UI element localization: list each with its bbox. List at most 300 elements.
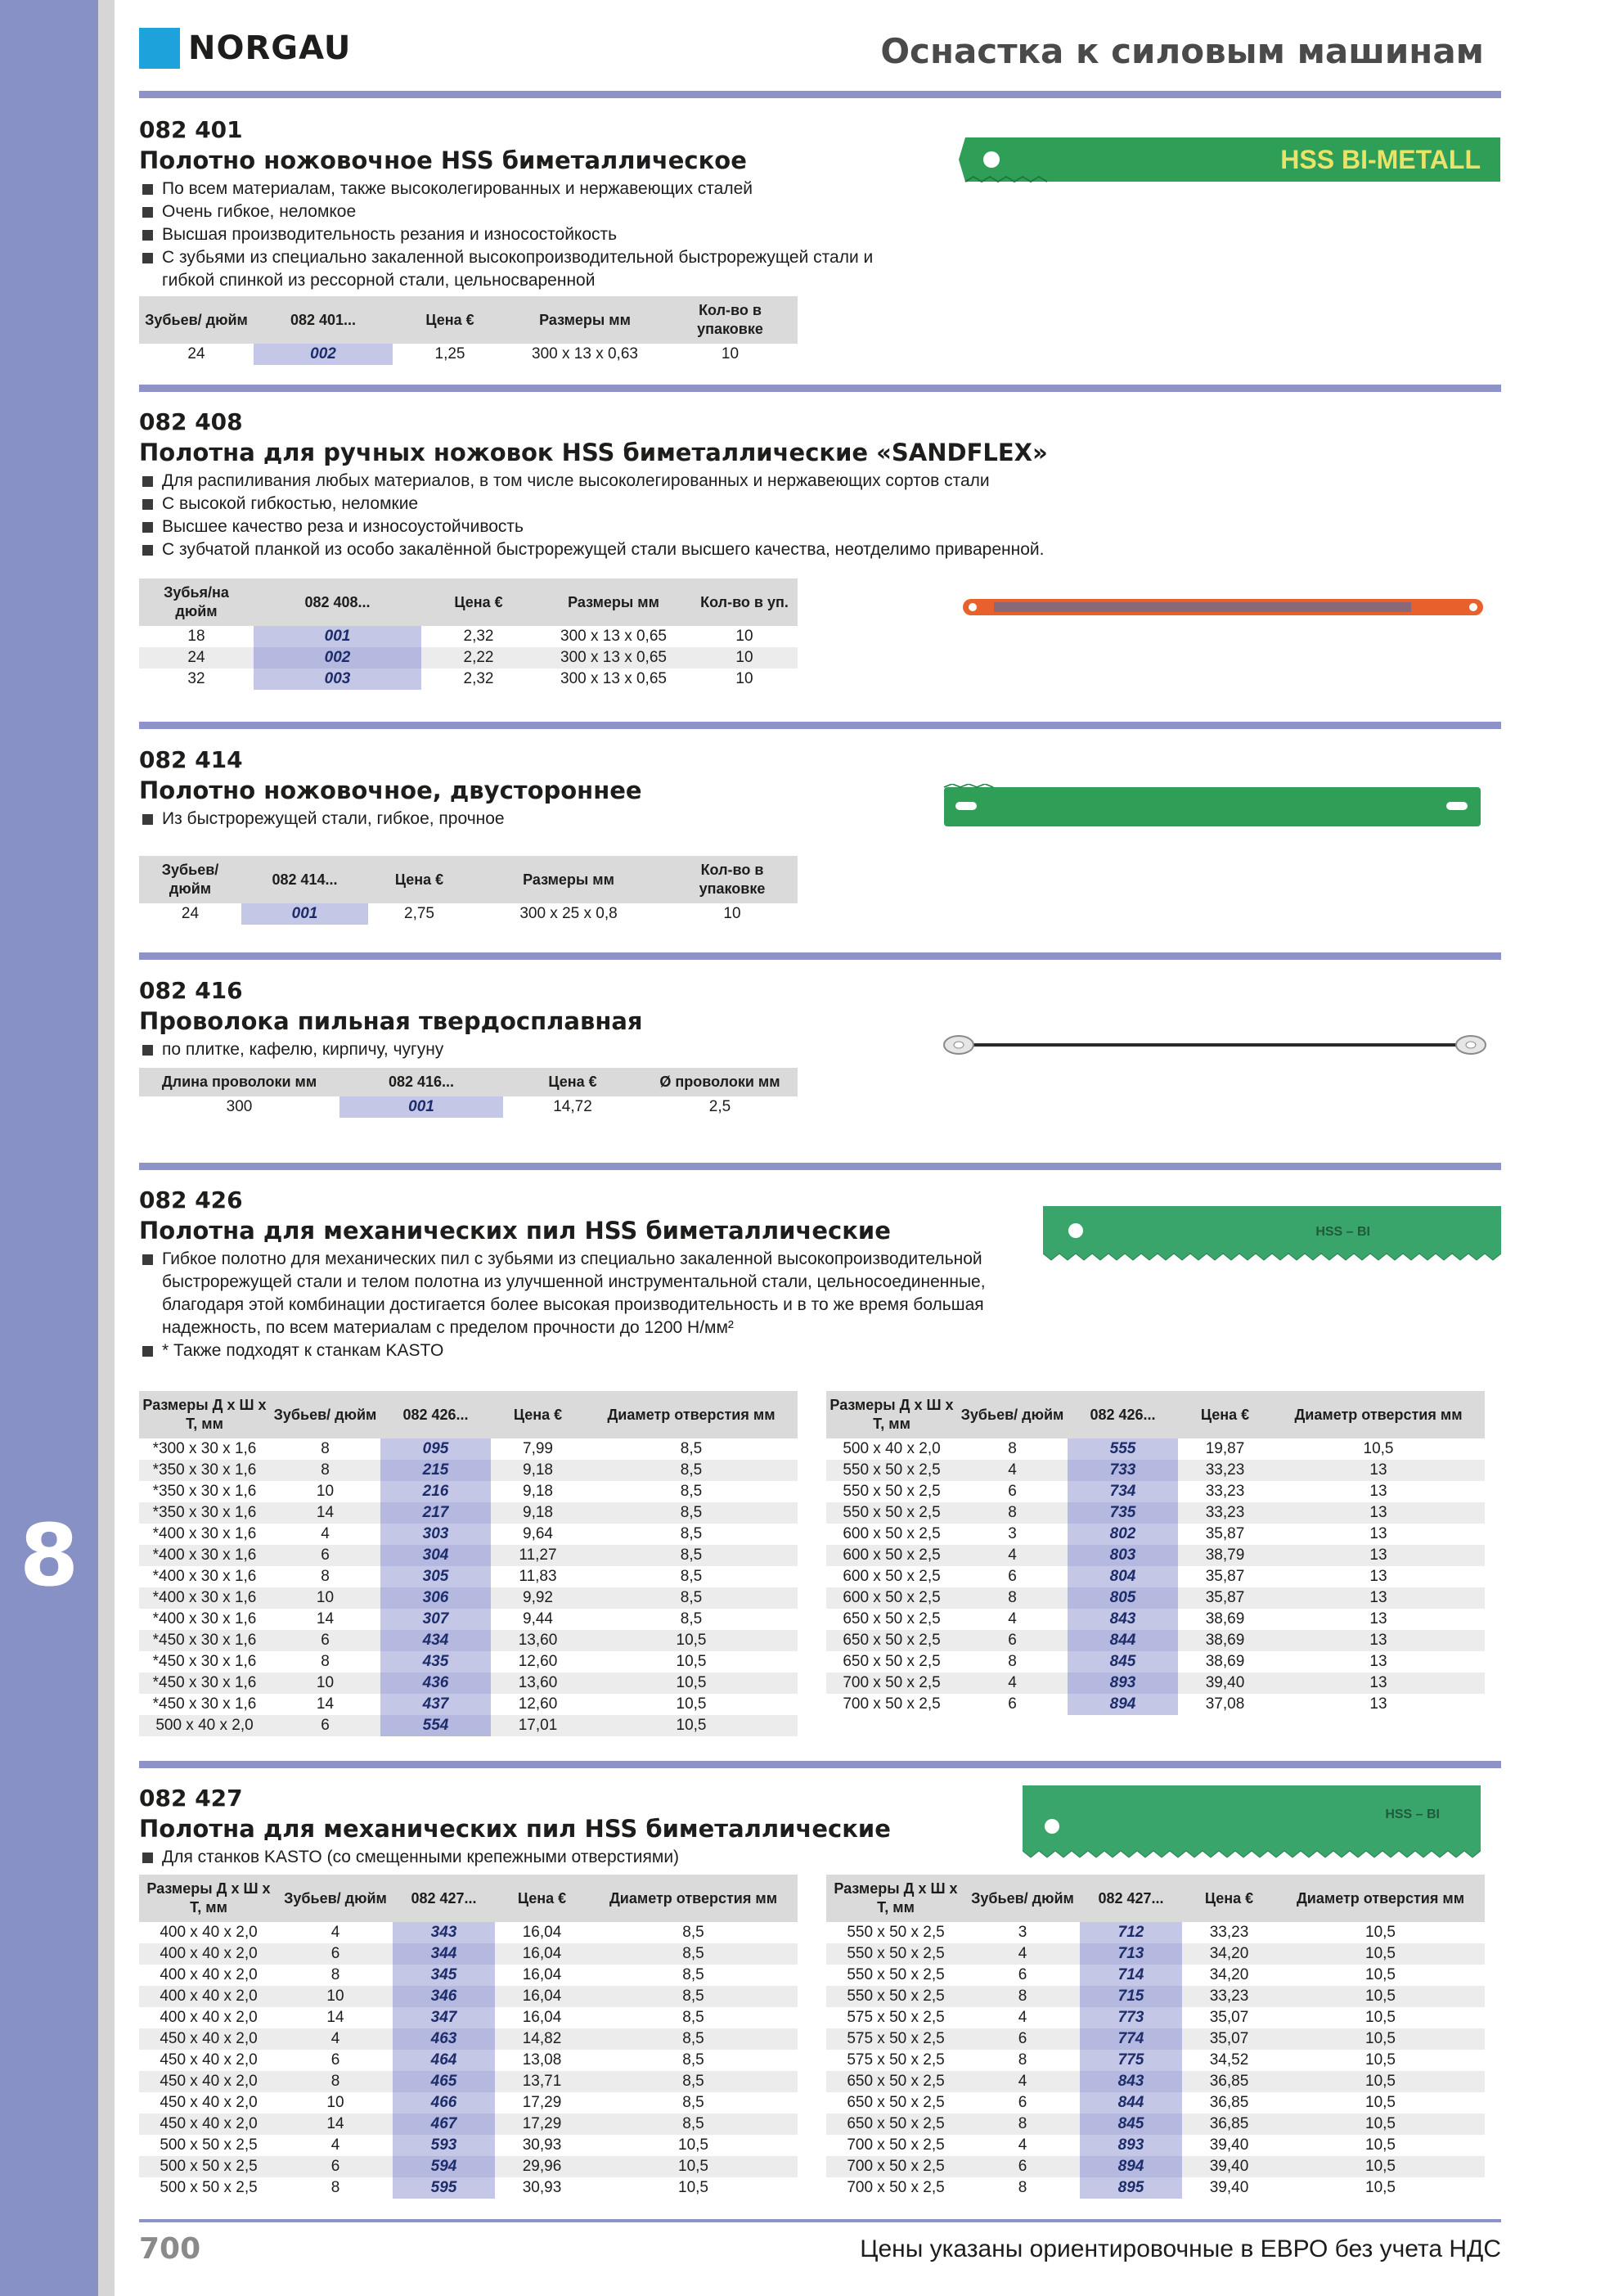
- table-row: [826, 1630, 1485, 1651]
- cell-price: 35,87: [1178, 1587, 1272, 1609]
- cell-teeth: 8: [965, 1986, 1080, 2007]
- kasto-blade-image: [1023, 1782, 1481, 1861]
- cell-price: 37,08: [1205, 1695, 1245, 1713]
- cell-teeth: 3: [1018, 1924, 1027, 1941]
- cell-article: 467: [393, 2114, 495, 2135]
- cell-dimensions: 550 x 50 x 2,5: [826, 1986, 965, 2007]
- feature-list: [139, 470, 1501, 561]
- table-row: [826, 1524, 1485, 1545]
- cell-hole-diameter: 13: [1369, 1525, 1387, 1542]
- table-row: [826, 1922, 1485, 1943]
- table-row: [139, 1524, 798, 1545]
- brand-name: NORGAU: [188, 29, 352, 67]
- column-header: Размеры Д x Ш x Т, мм: [826, 1875, 965, 1922]
- cell-teeth: 14: [326, 2009, 344, 2026]
- cell-price: 13,60: [491, 1672, 585, 1694]
- cell-dimensions: 400 x 40 x 2,0: [139, 1986, 278, 2007]
- wire-saw-image: [941, 1031, 1489, 1059]
- table-row: [826, 1651, 1485, 1672]
- cell-price: 13,08: [522, 2051, 562, 2069]
- table-row: [826, 2114, 1485, 2135]
- cell-hole-diameter: 10,5: [585, 1672, 798, 1694]
- cell-teeth: 32: [187, 670, 205, 687]
- cell-article: 894: [1080, 2156, 1182, 2177]
- cell-hole-diameter: 10,5: [1365, 2094, 1396, 2111]
- cell-price: 9,64: [523, 1525, 553, 1542]
- table-row: [826, 2156, 1485, 2177]
- table-body: [139, 1922, 798, 2199]
- cell-teeth: 8: [321, 1653, 330, 1670]
- cell-dimensions: 600 x 50 x 2,5: [843, 1568, 941, 1585]
- product-title: Полотна для механических пил HSS биметаллические: [139, 1815, 891, 1843]
- cell-teeth: 14: [316, 1610, 335, 1627]
- cell-teeth: 4: [1018, 2009, 1027, 2026]
- feature-item: Для станков KASTO (со смещенными крепежными отверстиями): [139, 1846, 1501, 1869]
- cell-price: 38,69: [1205, 1653, 1245, 1670]
- cell-price: 33,23: [1205, 1483, 1245, 1500]
- cell-dimensions: 550 x 50 x 2,5: [826, 1943, 965, 1965]
- table-header-row: [139, 1068, 798, 1096]
- table-row: [139, 1965, 798, 1986]
- cell-hole-diameter: 10,5: [585, 1630, 798, 1651]
- cell-dimensions: 500 x 50 x 2,5: [160, 2136, 258, 2154]
- table-body: [826, 1922, 1485, 2199]
- sidebar-stripe: [98, 0, 115, 2296]
- cell-dimensions: 700 x 50 x 2,5: [826, 1672, 957, 1694]
- cell-price: 2,22: [421, 647, 536, 669]
- column-header: Цена €: [421, 579, 536, 626]
- feature-item: Очень гибкое, неломкое: [139, 200, 924, 223]
- cell-hole-diameter: 10,5: [1276, 2114, 1485, 2135]
- cell-price: 17,01: [491, 1715, 585, 1736]
- cell-article: 895: [1080, 2177, 1182, 2199]
- cell-hole-diameter: 10,5: [1365, 2136, 1396, 2154]
- cell-hole-diameter: 8,5: [585, 1460, 798, 1481]
- cell-article: 595: [393, 2177, 495, 2199]
- table-row: [826, 1460, 1485, 1481]
- cell-price: 9,18: [491, 1460, 585, 1481]
- cell-quantity: 10: [735, 670, 753, 687]
- cell-teeth: 10: [326, 2094, 344, 2111]
- feature-item: С высокой гибкостью, неломкие: [139, 493, 1501, 515]
- feature-list: [139, 1248, 990, 1362]
- table-row: [826, 1566, 1485, 1587]
- feature-item: Гибкое полотно для механических пил с зубьями из специально закаленной высокопроизводительной быстрорежущей стали и телом полотна из улучшенной инструментальной стали, цельносоединенные, благодаря этой комбинации достигается более высокая производительность и в то же время большая надежность, по всем материалам с пределом прочности до 1200 Н/мм²: [139, 1248, 990, 1339]
- cell-article: 307: [380, 1609, 491, 1630]
- column-header: Размеры Д x Ш x Т, мм: [139, 1875, 278, 1922]
- cell-article: 805: [1068, 1587, 1178, 1609]
- column-header: Размеры мм: [507, 296, 663, 344]
- cell-teeth: 14: [316, 1695, 335, 1713]
- cell-teeth: 8: [1018, 2179, 1027, 2196]
- cell-dimensions: 650 x 50 x 2,5: [843, 1653, 941, 1670]
- cell-price: 35,87: [1205, 1525, 1245, 1542]
- cell-price: 35,87: [1205, 1568, 1245, 1585]
- cell-price: 16,04: [495, 1943, 589, 1965]
- table-header-row: [139, 579, 798, 626]
- cell-teeth: 8: [1018, 2051, 1027, 2069]
- cell-price: 17,29: [495, 2114, 589, 2135]
- section-rule: [139, 1761, 1501, 1768]
- cell-price: 39,40: [1182, 2156, 1276, 2177]
- table-row: [826, 2177, 1485, 2199]
- blade-label: HSS – BI: [1315, 1225, 1370, 1239]
- cell-dimensions: 650 x 50 x 2,5: [826, 1630, 957, 1651]
- cell-teeth: 4: [957, 1545, 1068, 1566]
- column-header: Зубьев/ дюйм: [278, 1875, 393, 1922]
- feature-item: Для распиливания любых материалов, в том числе высоколегированных и нержавеющих сортов стали: [139, 470, 1501, 493]
- cell-teeth: 6: [1008, 1568, 1017, 1585]
- column-header: Кол-во в упаковке: [663, 296, 798, 344]
- column-header: Зубьев/ дюйм: [139, 296, 254, 344]
- cell-hole-diameter: 10,5: [1363, 1440, 1394, 1457]
- cell-hole-diameter: 10,5: [585, 1715, 798, 1736]
- cell-hole-diameter: 8,5: [680, 1483, 703, 1500]
- table-row: [139, 2028, 798, 2050]
- price-table-082426-right: [826, 1391, 1485, 1715]
- table-row: [139, 2050, 798, 2071]
- table-row: [139, 1715, 798, 1736]
- cell-dimensions: *400 x 30 x 1,6: [139, 1545, 270, 1566]
- section-rule: [139, 385, 1501, 392]
- cell-hole-diameter: 8,5: [589, 1986, 798, 2007]
- cell-price: 35,07: [1209, 2009, 1249, 2026]
- column-header: Цена €: [368, 856, 470, 903]
- cell-article: 594: [393, 2156, 495, 2177]
- cell-hole-diameter: 10,5: [1276, 1986, 1485, 2007]
- cell-price: 7,99: [523, 1440, 553, 1457]
- cell-price: 38,69: [1205, 1610, 1245, 1627]
- cell-teeth: 10: [316, 1483, 335, 1500]
- cell-hole-diameter: 8,5: [589, 2114, 798, 2135]
- cell-article: 735: [1068, 1502, 1178, 1524]
- cell-hole-diameter: 8,5: [682, 1966, 704, 1983]
- cell-price: 14,72: [553, 1098, 592, 1115]
- article-code: 082 426: [139, 1186, 243, 1213]
- cell-teeth: 8: [321, 1440, 330, 1457]
- cell-article: 712: [1080, 1922, 1182, 1943]
- sandflex-blade-image: [961, 596, 1485, 619]
- cell-price: 13,60: [491, 1630, 585, 1651]
- cell-article: 466: [393, 2092, 495, 2114]
- cell-dimensions: *350 x 30 x 1,6: [152, 1483, 257, 1500]
- table-row: [826, 2028, 1485, 2050]
- column-header: Размеры мм: [470, 856, 667, 903]
- cell-price: 39,40: [1178, 1672, 1272, 1694]
- cell-dimensions: 550 x 50 x 2,5: [847, 1924, 945, 1941]
- feature-item: Из быстрорежущей стали, гибкое, прочное: [139, 808, 1501, 831]
- table-row: [139, 1502, 798, 1524]
- cell-teeth: 4: [1008, 1610, 1017, 1627]
- cell-hole-diameter: 8,5: [585, 1502, 798, 1524]
- cell-dimensions: *400 x 30 x 1,6: [152, 1568, 257, 1585]
- cell-hole-diameter: 8,5: [680, 1568, 703, 1585]
- cell-dimensions: 300 x 13 x 0,63: [532, 345, 638, 362]
- cell-article: 003: [254, 669, 421, 690]
- table-row: [139, 1460, 798, 1481]
- cell-hole-diameter: 13: [1272, 1545, 1485, 1566]
- cell-price: 33,23: [1182, 1986, 1276, 2007]
- table-row: [139, 647, 798, 669]
- cell-dimensions: 300 x 25 x 0,8: [519, 905, 618, 922]
- table-header-row: [139, 1875, 798, 1922]
- cell-hole-diameter: 10,5: [1365, 2009, 1396, 2026]
- header-rule: [139, 91, 1501, 98]
- cell-dimensions: 450 x 40 x 2,0: [139, 2114, 278, 2135]
- table-row: [139, 1694, 798, 1715]
- logo-square-icon: [139, 28, 180, 69]
- cell-price: 38,79: [1178, 1545, 1272, 1566]
- cell-dimensions: 400 x 40 x 2,0: [160, 1966, 258, 1983]
- cell-article: 802: [1068, 1524, 1178, 1545]
- column-header: Длина проволоки мм: [139, 1068, 339, 1096]
- cell-price: 9,44: [523, 1610, 553, 1627]
- cell-price: 30,93: [522, 2136, 562, 2154]
- column-header: Диаметр отверстия мм: [1272, 1391, 1485, 1438]
- column-header: Зубьев/ дюйм: [965, 1875, 1080, 1922]
- product-title: Полотна для ручных ножовок HSS биметаллические «SANDFLEX»: [139, 439, 1048, 466]
- cell-teeth: 8: [330, 1966, 340, 1983]
- cell-hole-diameter: 13: [1272, 1672, 1485, 1694]
- cell-hole-diameter: 8,5: [680, 1610, 703, 1627]
- price-table-082427-left: [139, 1875, 798, 2199]
- cell-hole-diameter: 8,5: [585, 1587, 798, 1609]
- cell-article: 347: [393, 2007, 495, 2028]
- table-row: [139, 344, 798, 365]
- cell-teeth: 4: [278, 2028, 393, 2050]
- cell-price: 39,40: [1209, 2136, 1249, 2154]
- article-code: 082 408: [139, 408, 243, 435]
- cell-article: 001: [254, 626, 421, 647]
- cell-dimensions: 700 x 50 x 2,5: [847, 2179, 945, 2196]
- price-table-082426-left: [139, 1391, 798, 1736]
- product-title: Полотна для механических пил HSS биметаллические: [139, 1217, 891, 1245]
- cell-dimensions: 550 x 50 x 2,5: [826, 1502, 957, 1524]
- cell-price: 30,93: [522, 2179, 562, 2196]
- column-header: Зубьев/ дюйм: [139, 856, 241, 903]
- cell-teeth: 10: [278, 1986, 393, 2007]
- price-table-082416: [139, 1068, 798, 1118]
- column-header: Размеры Д x Ш x Т, мм: [826, 1391, 957, 1438]
- cell-article: 464: [393, 2050, 495, 2071]
- cell-price: 33,23: [1178, 1460, 1272, 1481]
- column-header: Цена €: [495, 1875, 589, 1922]
- cell-article: 002: [254, 647, 421, 669]
- cell-teeth: 8: [330, 2179, 340, 2196]
- cell-hole-diameter: 10,5: [678, 2179, 708, 2196]
- cell-teeth: 6: [1018, 1966, 1027, 1983]
- price-note: Цены указаны ориентировочные в ЕВРО без учета НДС: [860, 2235, 1501, 2262]
- table-row: [139, 1672, 798, 1694]
- table-row: [139, 1630, 798, 1651]
- cell-teeth: 8: [957, 1587, 1068, 1609]
- cell-dimensions: 650 x 50 x 2,5: [826, 2071, 965, 2092]
- cell-article: 001: [339, 1096, 503, 1118]
- blade-label: HSS BI-METALL: [1280, 145, 1481, 174]
- feature-item: С зубьями из специально закаленной высокопроизводительной быстрорежущей стали и гибкой спинкой из рессорной стали, цельносваренной: [139, 246, 924, 292]
- table-row: [139, 626, 798, 647]
- hacksaw-blade-image: [957, 131, 1500, 188]
- cell-article: 713: [1080, 1943, 1182, 1965]
- cell-teeth: 8: [321, 1568, 330, 1585]
- table-header-row: [139, 856, 798, 903]
- table-row: [139, 2071, 798, 2092]
- cell-article: 465: [393, 2071, 495, 2092]
- cell-article: 343: [393, 1922, 495, 1943]
- table-row: [139, 1481, 798, 1502]
- cell-price: 2,75: [404, 905, 434, 922]
- price-table-082408: [139, 579, 798, 690]
- cell-dimensions: *450 x 30 x 1,6: [152, 1653, 257, 1670]
- cell-price: 13,71: [495, 2071, 589, 2092]
- cell-dimensions: *450 x 30 x 1,6: [139, 1630, 270, 1651]
- cell-hole-diameter: 13: [1369, 1610, 1387, 1627]
- cell-diameter: 2,5: [708, 1098, 731, 1115]
- table-row: [826, 2050, 1485, 2071]
- cell-teeth: 8: [965, 2114, 1080, 2135]
- cell-teeth: 6: [270, 1545, 380, 1566]
- feature-list: [139, 178, 924, 292]
- cell-price: 33,23: [1209, 1924, 1249, 1941]
- cell-article: 843: [1080, 2071, 1182, 2092]
- cell-teeth: 8: [1008, 1440, 1017, 1457]
- cell-article: 215: [380, 1460, 491, 1481]
- column-header: Диаметр отверстия мм: [1276, 1875, 1485, 1922]
- table-header-row: [139, 296, 798, 344]
- cell-hole-diameter: 10,5: [1276, 2156, 1485, 2177]
- cell-dimensions: 550 x 50 x 2,5: [826, 1460, 957, 1481]
- cell-hole-diameter: 8,5: [682, 2009, 704, 2026]
- cell-dimensions: 600 x 50 x 2,5: [843, 1525, 941, 1542]
- cell-teeth: 4: [965, 2071, 1080, 2092]
- cell-hole-diameter: 10,5: [1276, 2071, 1485, 2092]
- cell-dimensions: 550 x 50 x 2,5: [843, 1483, 941, 1500]
- feature-item: Высшее качество реза и износоустойчивость: [139, 515, 1501, 538]
- cell-article: 893: [1068, 1672, 1178, 1694]
- cell-price: 16,04: [495, 1986, 589, 2007]
- column-header: 082 401...: [254, 296, 393, 344]
- cell-article: 734: [1068, 1481, 1178, 1502]
- column-header: 082 427...: [393, 1875, 495, 1922]
- cell-teeth: 6: [270, 1715, 380, 1736]
- feature-item: Высшая производительность резания и износостойкость: [139, 223, 924, 246]
- cell-hole-diameter: 10,5: [1365, 1924, 1396, 1941]
- cell-teeth: 6: [965, 2156, 1080, 2177]
- table-row: [139, 1566, 798, 1587]
- product-title: Проволока пильная твердосплавная: [139, 1007, 643, 1035]
- column-header: Диаметр отверстия мм: [589, 1875, 798, 1922]
- cell-teeth: 6: [278, 1943, 393, 1965]
- cell-hole-diameter: 10,5: [1365, 2179, 1396, 2196]
- column-header: Цена €: [1182, 1875, 1276, 1922]
- table-row: [826, 2071, 1485, 2092]
- table-row: [826, 1672, 1485, 1694]
- cell-teeth: 3: [1008, 1525, 1017, 1542]
- cell-teeth: 6: [270, 1630, 380, 1651]
- cell-price: 12,60: [518, 1695, 558, 1713]
- column-header: Цена €: [491, 1391, 585, 1438]
- cell-dimensions: 600 x 50 x 2,5: [826, 1545, 957, 1566]
- cell-teeth: 8: [957, 1502, 1068, 1524]
- feature-item: По всем материалам, также высоколегированных и нержавеющих сталей: [139, 178, 924, 200]
- section-rule: [139, 1163, 1501, 1170]
- table-header-row: [826, 1875, 1485, 1922]
- cell-article: 554: [380, 1715, 491, 1736]
- cell-price: 36,85: [1209, 2094, 1249, 2111]
- table-row: [826, 1545, 1485, 1566]
- blade-label: HSS – BI: [1385, 1808, 1440, 1821]
- chapter-sidebar: [0, 0, 98, 2296]
- cell-teeth: 14: [270, 1502, 380, 1524]
- cell-article: 095: [380, 1438, 491, 1460]
- cell-dimensions: 450 x 40 x 2,0: [139, 2028, 278, 2050]
- cell-price: 9,18: [491, 1502, 585, 1524]
- cell-hole-diameter: 13: [1272, 1502, 1485, 1524]
- table-row: [139, 2114, 798, 2135]
- table-row: [826, 1609, 1485, 1630]
- table-row: [826, 2007, 1485, 2028]
- column-header: 082 416...: [339, 1068, 503, 1096]
- cell-hole-diameter: 8,5: [589, 1943, 798, 1965]
- cell-price: 11,27: [491, 1545, 585, 1566]
- cell-price: 9,92: [491, 1587, 585, 1609]
- table-row: [826, 1438, 1485, 1460]
- cell-teeth: 14: [278, 2114, 393, 2135]
- cell-article: 345: [393, 1965, 495, 1986]
- cell-teeth: 4: [957, 1460, 1068, 1481]
- cell-hole-diameter: 13: [1272, 1587, 1485, 1609]
- article-code: 082 427: [139, 1785, 243, 1812]
- table-header-row: [139, 1391, 798, 1438]
- section-rule: [139, 952, 1501, 960]
- product-title: Полотно ножовочное HSS биметаллическое: [139, 146, 747, 174]
- table-row: [139, 1943, 798, 1965]
- cell-dimensions: 650 x 50 x 2,5: [826, 2114, 965, 2135]
- cell-dimensions: 450 x 40 x 2,0: [160, 2094, 258, 2111]
- cell-article: 001: [241, 903, 368, 925]
- cell-dimensions: 300 x 13 x 0,65: [560, 670, 667, 687]
- footer-rule: [139, 2219, 1501, 2222]
- cell-price: 34,20: [1182, 1943, 1276, 1965]
- cell-dimensions: 500 x 40 x 2,0: [843, 1440, 941, 1457]
- cell-price: 36,85: [1182, 2071, 1276, 2092]
- cell-dimensions: 650 x 50 x 2,5: [847, 2094, 945, 2111]
- product-title: Полотно ножовочное, двустороннее: [139, 777, 642, 804]
- cell-price: 14,82: [495, 2028, 589, 2050]
- table-row: [826, 2092, 1485, 2114]
- cell-price: 29,96: [495, 2156, 589, 2177]
- cell-teeth: 6: [1008, 1695, 1017, 1713]
- cell-teeth: 10: [270, 1672, 380, 1694]
- table-row: [826, 1587, 1485, 1609]
- cell-teeth: 6: [330, 2051, 340, 2069]
- power-saw-blade-image: [1043, 1203, 1501, 1262]
- column-header: 082 426...: [380, 1391, 491, 1438]
- cell-dimensions: 450 x 40 x 2,0: [160, 2051, 258, 2069]
- cell-teeth: 24: [181, 905, 200, 922]
- cell-dimensions: 700 x 50 x 2,5: [847, 2136, 945, 2154]
- column-header: Цена €: [503, 1068, 642, 1096]
- cell-dimensions: *400 x 30 x 1,6: [152, 1610, 257, 1627]
- cell-article: 803: [1068, 1545, 1178, 1566]
- column-header: Размеры мм: [536, 579, 691, 626]
- cell-quantity: 10: [735, 628, 753, 645]
- cell-teeth: 10: [270, 1587, 380, 1609]
- chapter-number: 8: [19, 1506, 79, 1605]
- cell-article: 593: [393, 2135, 495, 2156]
- article-code: 082 414: [139, 746, 243, 773]
- table-row: [139, 2092, 798, 2114]
